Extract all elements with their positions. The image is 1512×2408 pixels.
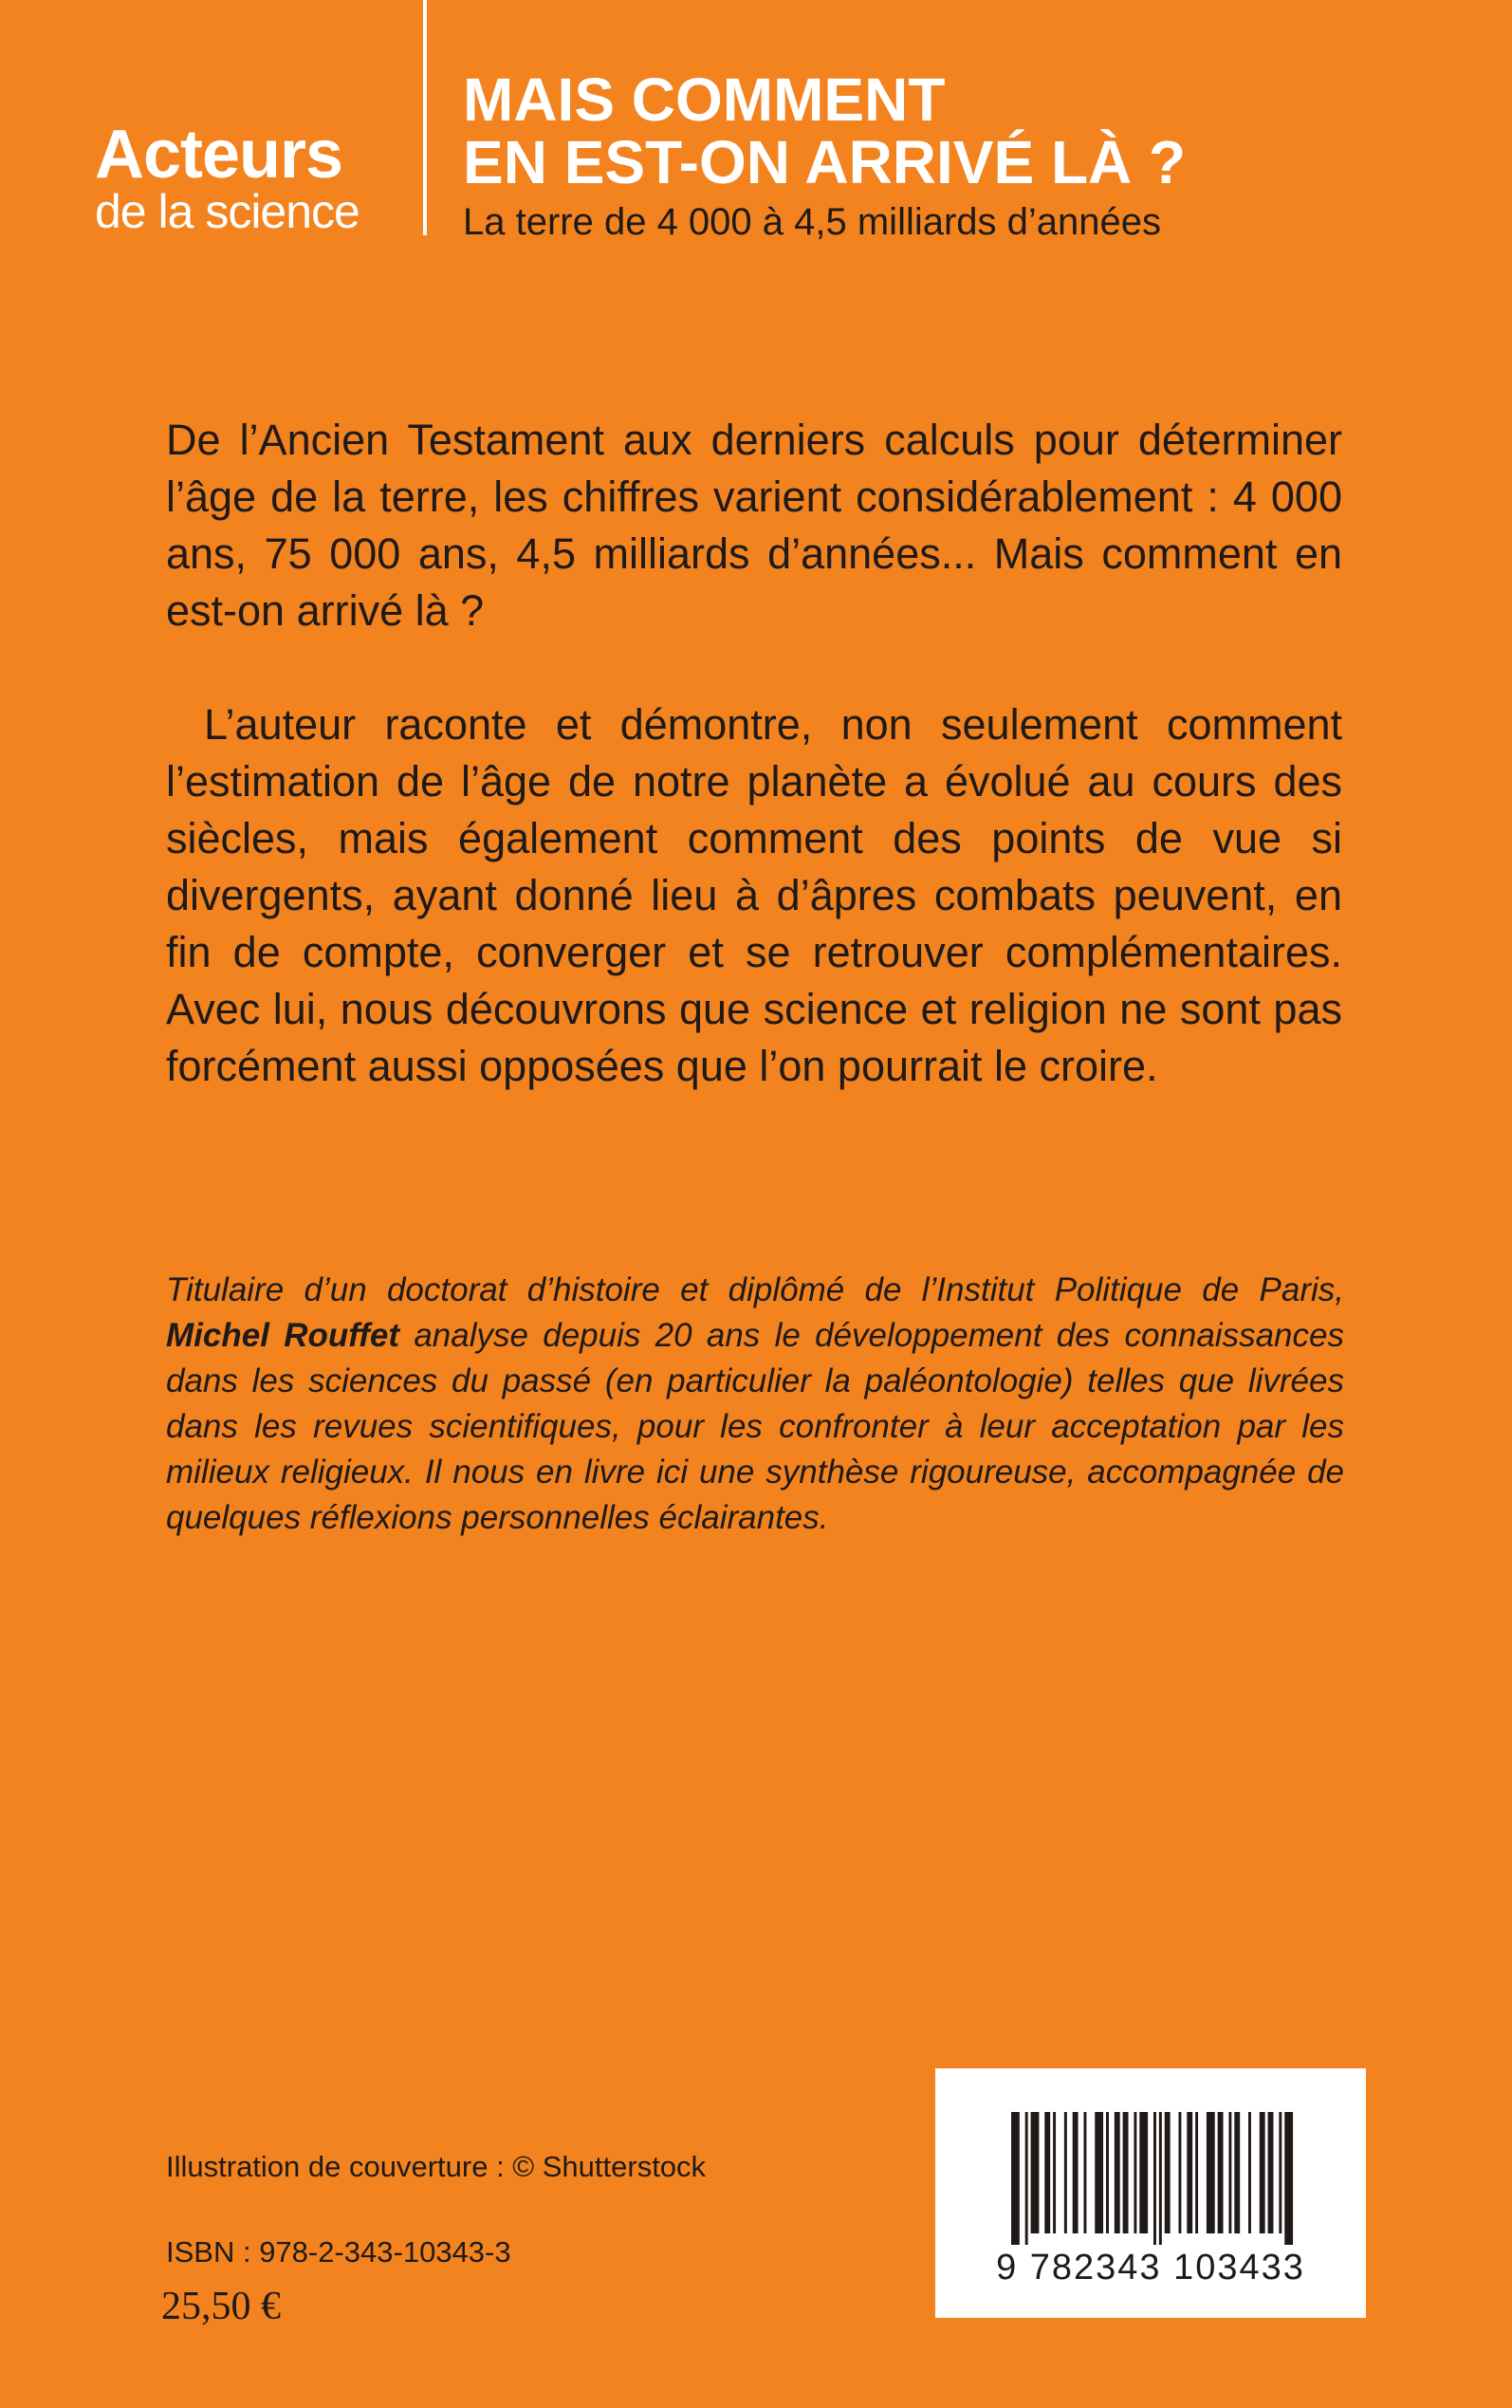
barcode-bar	[1153, 2112, 1156, 2245]
barcode-bar	[1031, 2112, 1040, 2233]
barcode-bar	[1159, 2112, 1162, 2245]
header-divider	[423, 0, 427, 235]
author-bio	[166, 1268, 1344, 1541]
barcode-bar	[1011, 2112, 1020, 2245]
book-title-line-2: EN EST-ON ARRIVÉ LÀ ?	[463, 128, 1187, 196]
series-name: Acteurs	[95, 117, 343, 193]
barcode-bar	[1106, 2112, 1109, 2233]
price: 25,50 €	[161, 2285, 281, 2328]
series-logo	[95, 117, 394, 238]
barcode-bar	[1178, 2112, 1181, 2233]
barcode-bar	[1187, 2112, 1192, 2233]
barcode	[935, 2068, 1366, 2318]
summary-paragraph-1: De l’Ancien Testament aux derniers calculs pour déterminer l’âge de la terre, les chiffres varient considérablement : 4 000 ans, 75 000 ans, 4,5 milliards d’années... Mais comment en est-on arrivé là ?	[166, 416, 1342, 635]
barcode-bar	[1044, 2112, 1050, 2233]
barcode-bar	[1165, 2112, 1171, 2233]
summary-paragraph-2: L’auteur raconte et démontre, non seulement comment l’estimation de l’âge de notre planète a évolué au cours des siècles, mais également comment des points de vue si divergents, ayant donné lieu à d’âpres combats peuvent, en fin de compte, converger et se retrouver complémentaires. Avec lui, nous découvrons que science et religion ne sont pas forcément aussi opposées que l’on pourrait le croire.	[166, 700, 1342, 1090]
barcode-bar	[1234, 2112, 1240, 2233]
author-bio-rest: analyse depuis 20 ans le développement des connaissances dans les sciences du passé (en particulier la paléontologie) telles que livrées dans les revues scientifiques, pour les confronter à leur acceptation par les milieux religieux. Il nous en livre ici une synthèse rigoureuse, accompagnée de quelques réflexions personnelles éclairantes.	[166, 1317, 1344, 1536]
author-bio-intro: Titulaire d’un doctorat d’histoire et diplômé de l’Institut Politique de Paris,	[166, 1271, 1344, 1308]
barcode-digits: 9 782343 103433	[996, 2248, 1305, 2288]
barcode-bar	[1123, 2112, 1129, 2233]
barcode-bar	[1195, 2112, 1198, 2233]
book-title-block	[463, 65, 1411, 243]
barcode-bar	[1073, 2112, 1079, 2233]
barcode-bar	[1268, 2112, 1274, 2233]
author-name: Michel Rouffet	[166, 1317, 400, 1354]
illustration-credit: Illustration de couverture : © Shutterstock	[166, 2150, 707, 2183]
isbn: ISBN : 978-2-343-10343-3	[166, 2235, 511, 2269]
book-summary	[166, 412, 1342, 1095]
barcode-bar	[1207, 2112, 1215, 2233]
barcode-bar	[1284, 2112, 1293, 2245]
barcode-bar	[1064, 2112, 1067, 2233]
barcode-bar	[1025, 2112, 1028, 2245]
series-subtitle: de la science	[95, 185, 360, 238]
barcode-bar	[1139, 2112, 1148, 2233]
barcode-bar	[1053, 2112, 1056, 2233]
barcode-bar	[1228, 2112, 1231, 2233]
barcode-bar	[1115, 2112, 1120, 2233]
barcode-bar	[1083, 2112, 1086, 2233]
barcode-bar	[1260, 2112, 1265, 2233]
barcode-bar	[1095, 2112, 1103, 2233]
book-subtitle: La terre de 4 000 à 4,5 milliards d’années	[463, 201, 1162, 243]
barcode-bar	[1218, 2112, 1224, 2233]
book-title-line-1: MAIS COMMENT	[463, 65, 946, 134]
barcode-icon	[1011, 2112, 1296, 2245]
barcode-bar	[1134, 2112, 1136, 2233]
barcode-bar	[1248, 2112, 1251, 2233]
barcode-bar	[1279, 2112, 1282, 2233]
